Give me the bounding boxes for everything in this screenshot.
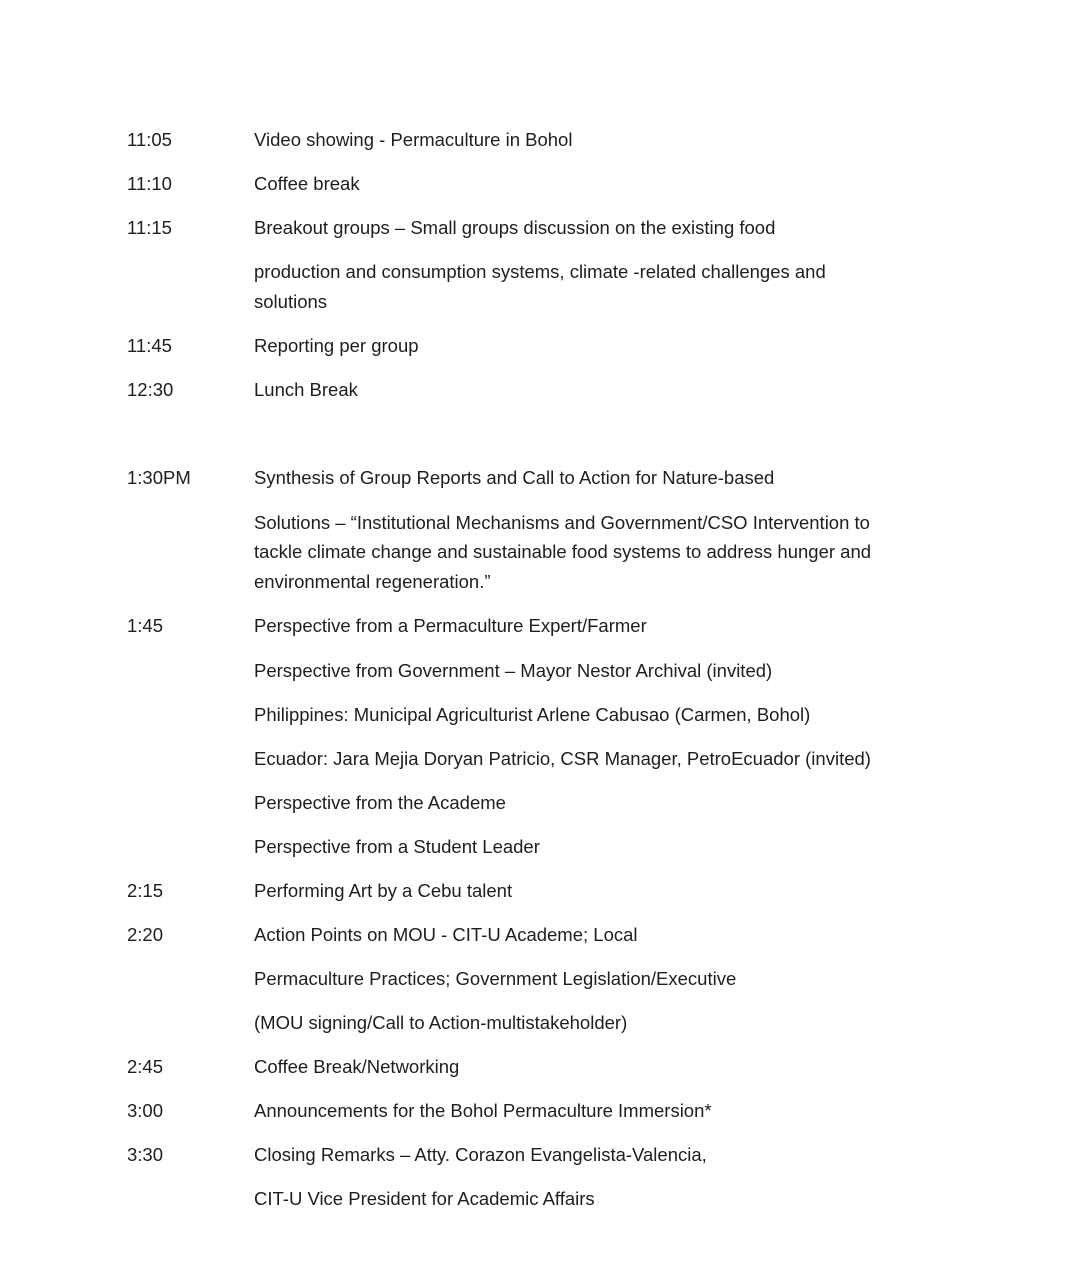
- agenda-item-text: Video showing - Permaculture in Bohol: [254, 129, 573, 150]
- agenda-time: 2:15: [127, 880, 164, 901]
- agenda-item-text: Lunch Break: [254, 379, 358, 400]
- agenda-item-text: Perspective from Government – Mayor Nestor Archival (invited): [254, 660, 773, 681]
- agenda-time: 1:45: [127, 615, 164, 636]
- agenda-time: 2:45: [127, 1056, 164, 1077]
- agenda-item-text: Perspective from a Permaculture Expert/Farmer: [254, 615, 647, 636]
- agenda-item-text: Coffee Break/Networking: [254, 1056, 460, 1077]
- agenda-time: 1:30PM: [127, 467, 191, 488]
- agenda-time: 2:20: [127, 924, 164, 945]
- agenda-item-text: Permaculture Practices; Government Legislation/Executive: [254, 968, 737, 989]
- agenda-item-text: Breakout groups – Small groups discussion on the existing food: [254, 217, 776, 238]
- agenda-item-text: Closing Remarks – Atty. Corazon Evangelista-Valencia,: [254, 1144, 707, 1165]
- agenda-item-text: Reporting per group: [254, 335, 419, 356]
- agenda-item-text: (MOU signing/Call to Action-multistakeholder): [254, 1012, 628, 1033]
- agenda-time: 11:10: [127, 173, 172, 194]
- agenda-item-text: tackle climate change and sustainable food systems to address hunger and: [254, 541, 872, 562]
- agenda-item-text: solutions: [254, 291, 328, 312]
- agenda-item-text: environmental regeneration.”: [254, 571, 491, 592]
- agenda-time: 11:45: [127, 335, 172, 356]
- agenda-item-text: Solutions – “Institutional Mechanisms and Government/CSO Intervention to: [254, 512, 870, 533]
- agenda-item-text: Philippines: Municipal Agriculturist Arlene Cabusao (Carmen, Bohol): [254, 704, 811, 725]
- agenda-item-text: Synthesis of Group Reports and Call to Action for Nature-based: [254, 467, 775, 488]
- agenda-item-text: CIT-U Vice President for Academic Affairs: [254, 1188, 595, 1209]
- agenda-item-text: Ecuador: Jara Mejia Doryan Patricio, CSR Manager, PetroEcuador (invited): [254, 748, 871, 769]
- agenda-time: 11:15: [127, 217, 172, 238]
- agenda-time: 12:30: [127, 379, 174, 400]
- agenda-item-text: production and consumption systems, climate -related challenges and: [254, 261, 826, 282]
- agenda-time: 11:05: [127, 129, 172, 150]
- agenda-item-text: Perspective from a Student Leader: [254, 836, 540, 857]
- agenda-time: 3:00: [127, 1100, 164, 1121]
- agenda-item-text: Performing Art by a Cebu talent: [254, 880, 513, 901]
- agenda-item-text: Announcements for the Bohol Permaculture Immersion*: [254, 1100, 712, 1121]
- agenda-time: 3:30: [127, 1144, 164, 1165]
- agenda-item-text: Action Points on MOU - CIT-U Academe; Local: [254, 924, 638, 945]
- agenda-item-text: Perspective from the Academe: [254, 792, 506, 813]
- agenda-item-text: Coffee break: [254, 173, 360, 194]
